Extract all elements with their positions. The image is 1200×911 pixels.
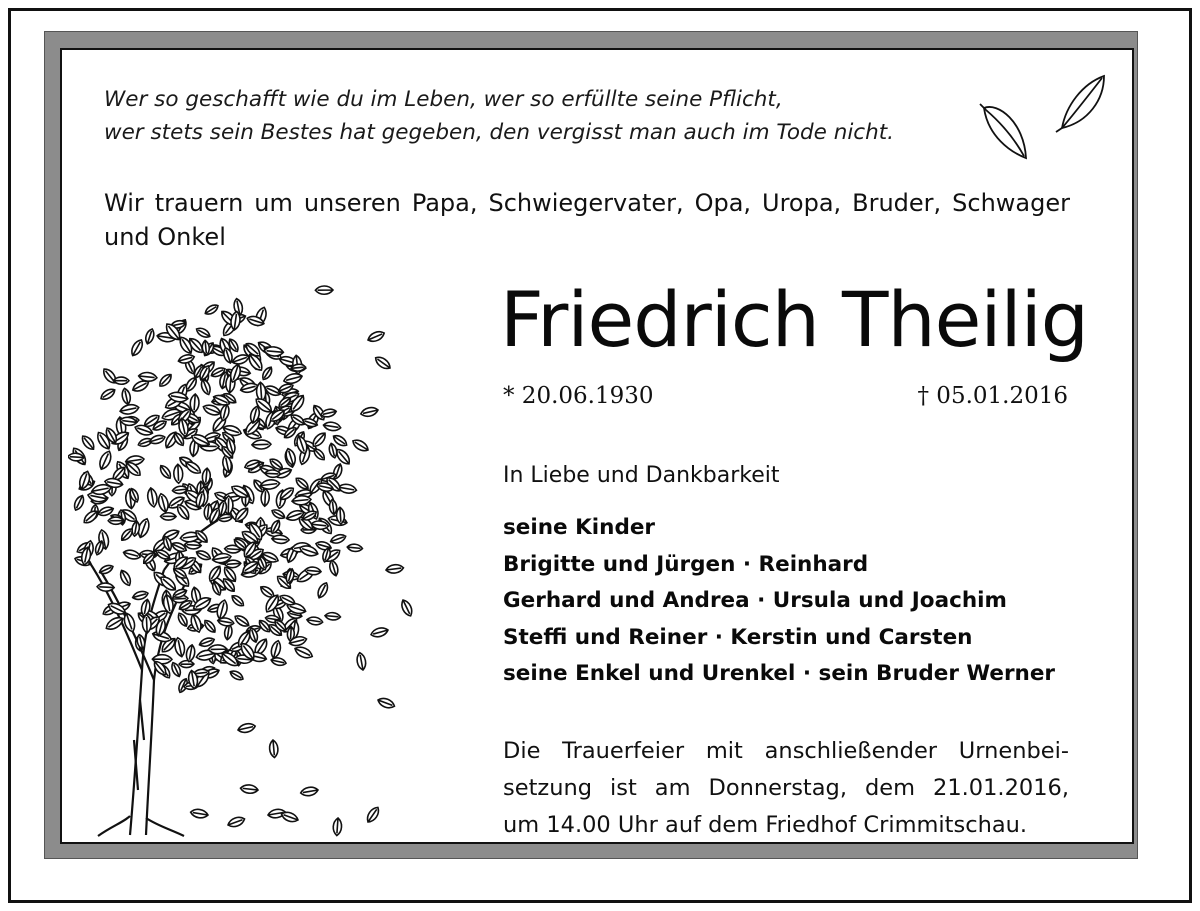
tree-leaf [360,406,379,418]
mourner-line: Steffi und Reiner · Kerstin und Carsten [503,624,973,650]
mourner-line: seine Kinder [503,515,656,540]
tree-leaf [377,696,396,710]
tree-leaf [265,470,281,478]
tree-leaf [270,508,286,521]
tree-leaf [72,494,86,512]
tree-leaf [80,434,97,452]
tree-leaf [385,564,403,574]
tree-leaf [185,644,196,662]
tree-leaf [272,535,290,544]
tree-leaf [370,626,389,639]
tree-leaf [320,408,337,418]
tree-leaf [94,540,105,556]
verse-line-1: Wer so geschafft wie du im Leben, wer so erfüllte seine Pflicht, [104,87,783,112]
tree-leaf [270,657,286,667]
mourners-list [503,510,1103,693]
tree-leaf [252,440,271,450]
tree-leaf [294,476,311,492]
tree-leaf [230,311,241,331]
tree-leaf [227,815,246,829]
service-line: setzung ist am Donnerstag, dem 21.01.2016, [503,775,1069,801]
intro-text: Wir trauern um unseren Papa, Schwiegervater, Opa, Uropa, Bruder, Schwager und Onkel [104,189,1070,251]
tree-leaf [104,615,125,633]
tree-leaf [269,640,282,660]
mourner-line: seine Enkel und Urenkel · sein Bruder Werner [503,661,1056,686]
tree-leaf [284,447,297,466]
tree-leaf [365,805,382,824]
tree-leaf [119,403,139,416]
deceased-name: Friedrich Theilig [500,275,1088,364]
tree-leaf [118,569,133,588]
tree-leaf [373,354,392,371]
service-line: Die Trauerfeier mit anschließender Urnenbei- [503,738,1069,764]
tree-leaf [333,818,342,836]
tree-leaf [202,618,217,634]
tree-leaf [119,527,134,543]
tree-leaf [292,495,312,506]
tree-leaf [285,568,296,584]
tree-leaf [97,583,115,592]
tree-leaf [269,740,279,758]
birth-date: * 20.06.1930 [503,383,654,409]
tree-leaf [229,669,245,682]
tree-leaf [144,328,156,345]
tree-leaf [108,517,124,524]
tree-leaf [146,487,158,508]
tree-leaf [233,613,251,628]
tree-leaf [329,499,338,515]
tree-leaf [356,652,367,671]
tree-leaf [195,326,212,340]
tree-leaf [173,464,183,483]
tree-leaf [208,645,227,654]
tree-leaf [283,372,303,385]
tree-leaf [300,786,319,797]
tree-leaf [170,541,187,554]
tree-leaf [195,549,212,562]
tree-leaf [158,463,173,480]
tree-leaf [323,421,341,432]
service-line: um 14.00 Uhr auf dem Friedhof Crimmitschau. [503,812,1028,838]
autumn-tree-windblown-leaves-icon [68,270,428,845]
tree-leaf [328,560,340,577]
tree-leaf [399,598,414,617]
tree-leaf [121,388,132,406]
tree-leaf [306,616,323,626]
tree-leaf [157,372,173,388]
tree-leaf [122,548,141,560]
tree-leaf [316,581,330,599]
verse-line-2: wer stets sein Bestes hat gegeben, den vergisst man auch im Tode nicht. [104,120,895,145]
tree-leaf [98,563,114,575]
tree-leaf [203,303,219,317]
tree-leaf [366,329,385,344]
funeral-service-info [503,733,1069,844]
tree-leaf [310,430,328,448]
tree-leaf [97,449,114,471]
tree-leaf [315,286,333,294]
tree-leaf [237,722,256,734]
tree-leaf [293,644,314,660]
tree-leaf [328,442,338,458]
mourner-line: Brigitte und Jürgen · Reinhard [503,551,869,577]
tree-leaf [260,479,280,490]
dedication-line: In Liebe und Dankbarkeit [503,463,780,488]
tree-leaf [240,784,258,794]
falling-leaves-icon [970,66,1130,166]
tree-leaf [113,377,129,384]
mourner-line: Gerhard und Andrea · Ursula und Joachim [503,588,1007,613]
memorial-verse [104,83,894,149]
tree-leaf [160,513,176,520]
tree-leaf [230,593,246,608]
tree-leaf [129,338,145,358]
tree-leaf [157,493,170,514]
death-date: † 05.01.2016 [917,383,1068,409]
tree-leaf [347,543,363,552]
tree-leaf [138,372,157,382]
tree-leaf [312,447,327,462]
tree-leaf [202,340,210,355]
tree-leaf [179,661,194,668]
tree-leaf [329,533,347,545]
tree-leaf [99,387,117,402]
tree-leaf [325,612,341,621]
tree-leaf [351,437,370,453]
tree-leaf [190,808,209,819]
tree-leaf [215,599,229,620]
